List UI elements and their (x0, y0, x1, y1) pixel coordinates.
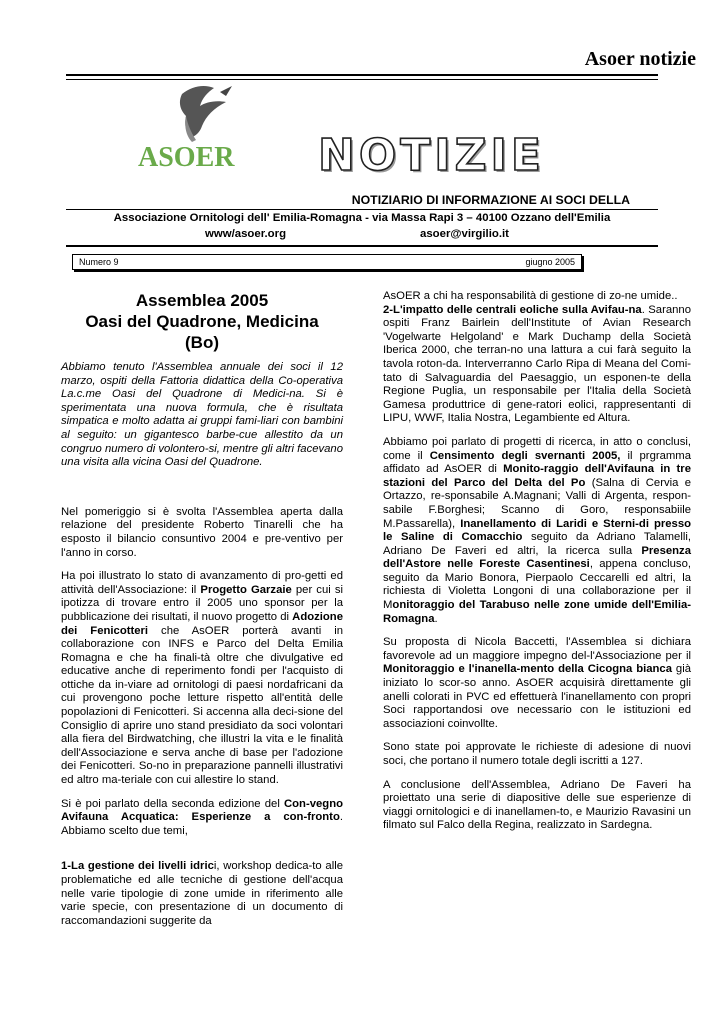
website-link[interactable]: www/asoer.org (205, 228, 287, 240)
masthead-subtitle: NOTIZIARIO DI INFORMAZIONE AI SOCI DELLA (351, 193, 630, 207)
article-intro: Abbiamo tenuto l'Assemblea annuale dei soci il 12 marzo, ospiti della Fattoria didattica della Co-operativa La.c.me Oasi del Quadrone di Medici-na. Si è sperimentata una nuova formula, che è risultata simpatica e molto adatta ai gruppi fami-liari con bambini al seguito: un gigantesco barbe-cue allestito da un congruo numero di volontero-si, mentre gli altri facevano una visita alla vicina Oasi del Quadrone. (61, 361, 343, 469)
paragraph: Sono state poi approvate le richieste di adesione di nuovi soci, che portano il numero totale degli iscritti a 127. (383, 741, 691, 767)
email-link[interactable]: asoer@virgilio.it (420, 228, 509, 240)
logo-text: ASOER (138, 142, 235, 173)
top-rule-thin (66, 79, 658, 80)
article-title-line-1: Assemblea 2005 (135, 291, 269, 310)
paragraph: AsOER a chi ha responsabilità di gestione di zo-ne umide.. 2-L'impatto delle centrali eoliche sulla Avifau-na. Saranno ospiti Franz Bairlein dell'Institute of Avian Research 'Vogelwarte Helgoland' e Mark Duchamp della Società Iberica 2000, che terran-no una lattura a cui farà seguito la tavola roton-da. Interverranno Carlo Ripa di Meana del Comi-tato di Salvaguardia del Paesaggio, un esponen-te della Regione Puglia, un responsabile per l'Italia della Società Gamesa produttrice di gene-ratori eolici, rappresentanti di LIPU, WWF, Italia Nostra, Legambiente ed Altura. (383, 290, 691, 425)
masthead-title: NOTIZIE (318, 130, 545, 181)
subtitle-rule (66, 209, 658, 210)
running-head: Asoer notizie (584, 48, 696, 70)
issue-number: Numero 9 (79, 257, 119, 267)
paragraph: Nel pomeriggio si è svolta l'Assemblea aperta dalla relazione del presidente Roberto Tinarelli che ha esposto il bilancio consuntivo 2004 e pre-ventivo per l'anno in corso. (61, 505, 343, 559)
paragraph: Abbiamo poi parlato di progetti di ricerca, in atto o conclusi, come il Censimento degli svernanti 2005, il prgramma affidato ad AsOER di Monito-raggio dell'Avifauna in tre stazioni del Parco del Delta del Po (Salna di Cervia e Ortazzo, re-sponsabile A.Magnani; Valli di Argenta, respon-sabile F.Borghesi; Scanno di Goro, responsabiile M.Passarella), Inanellamento di Laridi e Sterni-di presso le Saline di Comacchio seguito da Adriano Talamelli, Adriano De Faveri ed altri, la ricerca sulla Presenza dell'Astore nelle Foreste Casentinesi, appena concluso, seguito da Mario Bonora, Pierpaolo Ceccarelli ed altri, la richiesta di Violetta Longoni di una collaborazione per il Monitoraggio del Tarabuso nelle zone umide dell'Emilia-Romagna. (383, 435, 692, 625)
paragraph: Su proposta di Nicola Baccetti, l'Assemblea si dichiara favorevole ad un maggiore impegno del-l'Associazione per il Monitoraggio e l'inanella-mento della Cicogna bianca già iniziato lo scor-so anno. AsOER acquisirà direttamente gli anelli colorati in PVC ed effettuerà l'inanellamento con propri Soci rapportandosi ove necessario con le istituzioni ed associazioni coinvollte. (383, 636, 692, 730)
association-line: Associazione Ornitologi dell' Emilia-Romagna - via Massa Rapi 3 – 40100 Ozzano dell'Emilia (113, 212, 611, 224)
article-title (61, 290, 343, 353)
asoer-logo (130, 82, 270, 182)
top-rule-thick (66, 74, 658, 76)
paragraph: Si è poi parlato della seconda edizione del Con-vegno Avifauna Acquatica: Esperienze a con-fronto. Abbiamo scelto due temi, (61, 797, 343, 837)
issue-bar (72, 254, 582, 270)
paragraph: Ha poi illustrato lo stato di avanzamento di pro-getti ed attività dell'Associazione: il Progetto Garzaie per cui si ipotizza di trovare entro il 2005 uno sponsor per la pubblicazione dei risultati, il nuovo progetto di Adozione dei Fenicotteri che AsOER porterà avanti in collaborazione con INFS e Parco del Delta Emilia Romagna e che ha finali-tà oltre che divulgative ed educative anche di reperimento fondi per l'acquisto di ottiche da in-viare ad ornitologi di paesi nordafricani da cui provengono poche letture rispetto all'entità delle popolazioni di Fenicotteri. Si accenna alla deci-sione del Consiglio di aprire uno stand presidiato da soci volontari alla fiera del Birdwatching, che illustri la vita e le finalità dell'Associazione e serva anche di base per l'adozione dei Fenicotteri. So-no in preparazione pannelli illustrativi ed altro ma-teriale con cui allestire lo stand. (61, 570, 344, 787)
left-column (61, 290, 343, 938)
paragraph: A conclusione dell'Assemblea, Adriano De Faveri ha proiettato una serie di diapositive delle sue esperienze di viaggi ornitologici e di inanellamen-to, e Maurizio Ravasini un filmato sul Falco della Regina, realizzato in Sardegna. (383, 778, 691, 832)
issue-date: giugno 2005 (525, 257, 575, 267)
header-bottom-rule (66, 245, 658, 247)
article-title-line-3: (Bo) (185, 333, 219, 352)
right-column (383, 290, 691, 843)
article-title-line-2: Oasi del Quadrone, Medicina (85, 312, 319, 331)
paragraph: 1-La gestione dei livelli idrici, workshop dedica-to alle problematiche ed alle tecniche di gestione dell'acqua nelle varie tipologie di zone umide in riferimento alle varie specie, con presentazione di un documento di raccomandazioni suggerite da (61, 860, 343, 927)
